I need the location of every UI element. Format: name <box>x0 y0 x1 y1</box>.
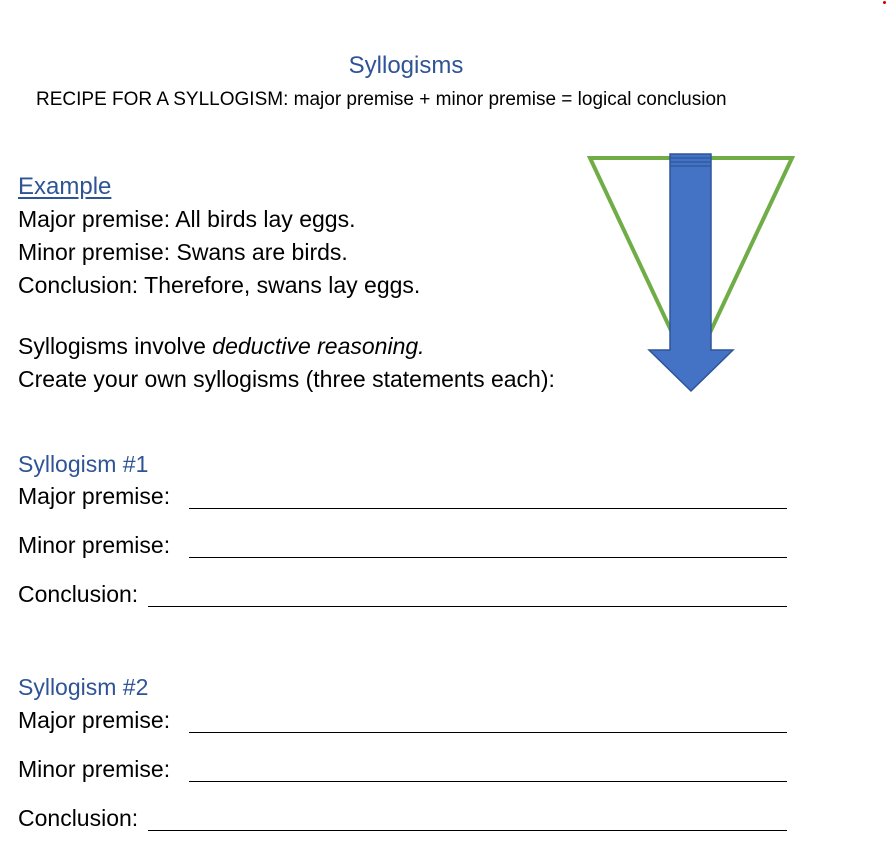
down-arrow-shape <box>649 154 733 391</box>
syllogism-1-minor-blank[interactable] <box>189 557 787 558</box>
syllogism-2-minor-label: Minor premise: <box>18 756 171 782</box>
deductive-reasoning-note <box>18 333 425 360</box>
example-minor-premise: Minor premise: Swans are birds. <box>18 239 348 265</box>
example-conclusion: Conclusion: Therefore, swans lay eggs. <box>18 272 421 298</box>
instruction-line: Create your own syllogisms (three statements each): <box>18 366 555 392</box>
example-heading: Example <box>18 173 112 200</box>
syllogism-1-conclusion-blank[interactable] <box>148 606 787 607</box>
corner-marker <box>883 1 886 4</box>
syllogism-2-major-blank[interactable] <box>189 732 787 733</box>
syllogism-1-heading: Syllogism #1 <box>18 451 149 477</box>
syllogism-1-major-label: Major premise: <box>18 483 171 509</box>
syllogism-2-minor-blank[interactable] <box>189 781 787 782</box>
syllogism-1-conclusion-label: Conclusion: <box>18 581 139 607</box>
recipe-line: RECIPE FOR A SYLLOGISM: major premise + minor premise = logical conclusion <box>36 89 727 110</box>
syllogism-2-major-label: Major premise: <box>18 707 171 733</box>
syllogism-1-minor-label: Minor premise: <box>18 532 171 558</box>
example-major-premise: Major premise: All birds lay eggs. <box>18 206 356 232</box>
syllogism-2-conclusion-label: Conclusion: <box>18 805 139 831</box>
syllogism-1-major-blank[interactable] <box>189 508 787 509</box>
note-prefix: Syllogisms involve <box>18 333 213 359</box>
syllogism-2-conclusion-blank[interactable] <box>148 830 787 831</box>
note-emphasis: deductive reasoning. <box>212 333 425 359</box>
page-title: Syllogisms <box>348 52 464 79</box>
deduction-funnel-graphic <box>580 145 800 400</box>
syllogism-2-heading: Syllogism #2 <box>18 674 149 700</box>
